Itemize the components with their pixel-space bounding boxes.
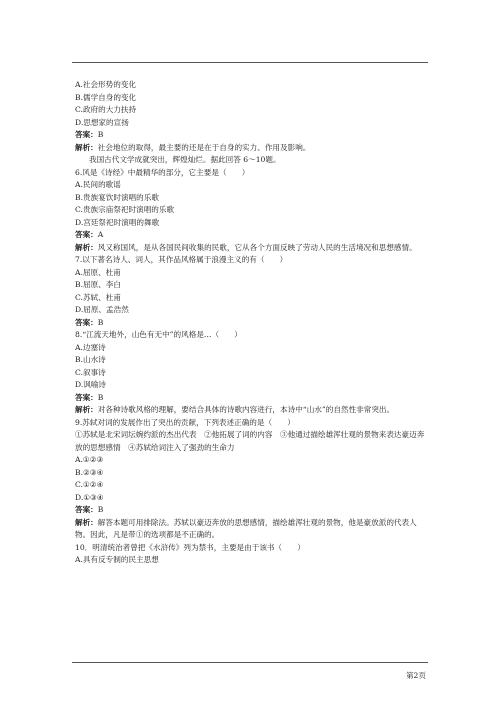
option-line: C.苏轼、杜甫 [75,292,121,302]
question-line: 10．明清统治者曾把《水浒传》列为禁书，主要是由于该书（ ） [75,542,305,552]
footer-rule [72,662,428,663]
analysis-line [75,404,430,417]
answer-line [75,229,430,242]
analysis-label: 解析： [75,142,98,152]
answer-label: 答案： [75,130,98,139]
option-line: D.思想家的宣扬 [75,117,129,127]
analysis-text: 风又称国风，是从各国民间收集的民歌，它从各个方面反映了劳动人民的生活境况和思想感情。 [97,242,417,252]
question-line: 9.苏轼对词的发展作出了突出的贡献，下列表述正确的是（ ） [75,417,295,427]
option-line: A.①②③ [75,455,104,464]
option-line: A.具有反专制的民主思想 [75,555,159,564]
analysis-label: 解析： [75,242,98,252]
answer-text: B [97,505,104,514]
analysis-line [75,242,430,255]
analysis-text: 解答本题可用排除法。苏轼以豪迈奔放的思想感情，描绘雄浑壮观的景物，他是豪放派的代表人物。因此，凡是带①的选项都是不正确的。 [75,517,417,539]
analysis-label: 解析： [75,405,98,414]
indent-line: 我国古代文学成就突出，辉煌灿烂。据此回答 6～10题。 [89,155,281,164]
answer-line [75,129,430,142]
analysis-line [75,142,430,155]
option-line: B.屈原、李白 [75,280,121,289]
para-line: ①苏轼是北宋词坛婉约派的杰出代表 ②他拓展了词的内容 ③他通过描绘雄浑壮观的景物来表达豪迈奔放的思想感情 ④苏轼给词注入了强劲的生命力 [75,430,425,452]
question-line: 7.以下著名诗人、词人，其作品风格属于浪漫主义的有（ ） [75,255,288,264]
option-line: B.贵族宴饮时演唱的乐歌 [75,192,159,202]
analysis-line [75,517,430,542]
answer-text: B [97,392,104,402]
question-line: 8.“江流天地外，山色有无中”的风格是…（ ） [75,330,242,339]
question-line: 6.风是《诗经》中最精华的部分，它主要是（ ） [75,167,250,177]
option-line: D.讽喻诗 [75,380,107,389]
option-line: D.屈原、孟浩然 [75,305,129,314]
answer-line [75,504,430,517]
answer-text: A [97,230,104,239]
answer-label: 答案： [75,505,98,514]
option-line: B.山水诗 [75,355,106,364]
option-line: C.叙事诗 [75,367,106,377]
answer-label: 答案： [75,317,98,327]
option-line: A.边塞诗 [75,342,106,352]
page-number: 第2页 [405,671,426,680]
header-rule [72,62,428,63]
option-line: A.民间的歌谣 [75,180,121,189]
analysis-label: 解析： [75,517,98,527]
option-line: A.屈原、杜甫 [75,267,121,277]
answer-label: 答案： [75,230,98,239]
answer-text: B [97,130,104,139]
answer-line [75,317,430,330]
page-content [75,79,430,567]
option-line: D.宫廷祭祀时演唱的舞歌 [75,217,160,227]
analysis-text: 社会地位的取得，最主要的还是在于自身的实力、作用及影响。 [97,142,311,152]
option-line: B.②③④ [75,467,104,477]
answer-text: B [97,317,104,327]
answer-label: 答案： [75,392,98,402]
option-line: B.儒学自身的变化 [75,92,137,102]
option-line: C.政府的大力扶持 [75,105,137,114]
option-line: C.贵族宗庙祭祀时演唱的乐歌 [75,205,175,214]
option-line: A.社会形势的变化 [75,80,137,89]
answer-line [75,392,430,405]
analysis-text: 对各种诗歌风格的理解，要结合具体的诗歌内容进行，本诗中“山水”的自然性非常突出。 [97,405,395,414]
option-line: C.①②④ [75,480,104,489]
option-line: D.①③④ [75,492,104,502]
